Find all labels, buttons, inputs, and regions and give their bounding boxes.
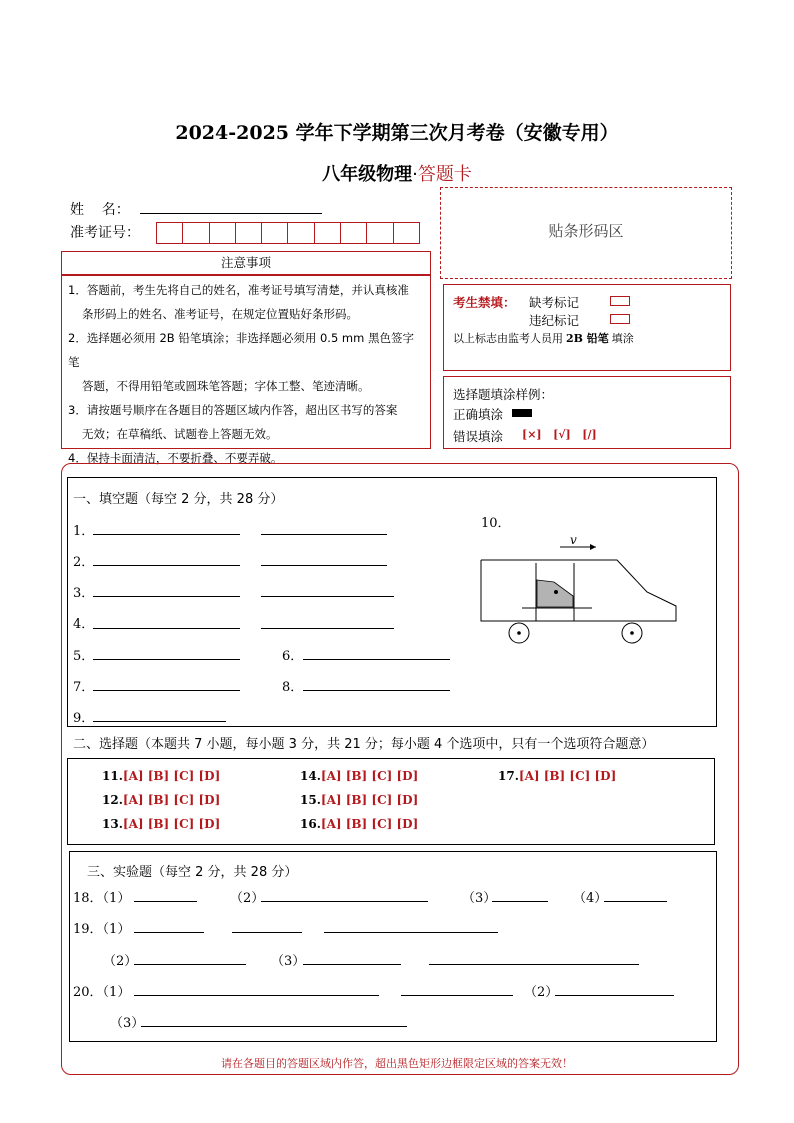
examiner-label: 考生禁填：	[453, 295, 516, 310]
sample-box	[443, 376, 731, 449]
examiner-note-bold: 2B 铅笔	[566, 332, 609, 345]
q12-number: 12.	[102, 793, 123, 807]
q4-blank-1[interactable]	[93, 628, 240, 629]
q11-number: 11.	[102, 769, 123, 783]
sample-title: 选择题填涂样例：	[453, 387, 554, 402]
q19-label: 19．（1）	[73, 922, 131, 937]
q19-blank-2[interactable]	[134, 964, 246, 965]
q20-blank-3[interactable]	[141, 1026, 407, 1027]
q19-blank-1c[interactable]	[324, 932, 498, 933]
q9-label: 9．	[73, 711, 95, 726]
q20-3-label: （3）	[110, 1016, 145, 1031]
q14-options[interactable]: [A] [B] [C] [D]	[320, 769, 419, 783]
q18-blank-4[interactable]	[604, 901, 667, 902]
q16-row[interactable]	[300, 817, 418, 831]
notice-box	[61, 275, 431, 465]
q18-blank-2[interactable]	[261, 901, 428, 902]
q18-3-label: （3）	[462, 891, 497, 906]
q18-4-label: （4）	[573, 891, 608, 906]
q19-2-label: （2）	[103, 954, 138, 969]
q6-blank[interactable]	[303, 659, 450, 660]
examiner-note-pre: 以上标志由监考人员用	[453, 332, 563, 345]
page-subtitle	[0, 160, 794, 186]
absent-checkbox[interactable]	[610, 296, 630, 306]
notice-item: 无效；在草稿纸、试题卷上答题无效。	[82, 427, 278, 441]
examiner-note-post: 填涂	[611, 332, 634, 345]
q12-options[interactable]: [A] [B] [C] [D]	[122, 793, 221, 807]
q7-label: 7．	[73, 680, 95, 695]
notice-item: 答题，不得用铅笔或圆珠笔答题；字体工整、笔迹清晰。	[82, 379, 370, 393]
q7-blank[interactable]	[93, 690, 240, 691]
q1-blank-1[interactable]	[93, 534, 240, 535]
correct-label: 正确填涂	[453, 407, 504, 422]
q10-label: 10．	[481, 516, 511, 531]
examiner-note	[453, 330, 634, 346]
q8-blank[interactable]	[303, 690, 450, 691]
q5-blank[interactable]	[93, 659, 240, 660]
violation-label: 违纪标记	[529, 313, 580, 328]
notice-item: 1．答题前，考生先将自己的姓名，准考证号填写清楚，并认真核准	[68, 283, 409, 297]
q15-row[interactable]	[300, 793, 418, 807]
q10-car-diagram[interactable]	[470, 530, 690, 650]
subject-label: 八年级物理	[322, 164, 413, 185]
name-field[interactable]	[140, 213, 322, 214]
exam-id-boxes[interactable]	[156, 222, 420, 244]
q2-blank-1[interactable]	[93, 565, 240, 566]
q19-blank-3a[interactable]	[303, 964, 401, 965]
examiner-box	[443, 284, 731, 371]
name-label: 姓 名：	[70, 202, 130, 218]
q3-blank-2[interactable]	[261, 596, 394, 597]
q9-blank[interactable]	[93, 721, 226, 722]
q17-options[interactable]: [A] [B] [C] [D]	[518, 769, 617, 783]
q2-blank-2[interactable]	[261, 565, 387, 566]
q16-options[interactable]: [A] [B] [C] [D]	[320, 817, 419, 831]
q5-label: 5．	[73, 649, 95, 664]
exam-id-label: 准考证号：	[70, 225, 140, 241]
barcode-area	[440, 187, 732, 279]
section2-title: 二、选择题（本题共 7 小题，每小题 3 分，共 21 分；每小题 4 个选项中，只有一个选项符合题意）	[73, 737, 655, 752]
q18-blank-1[interactable]	[134, 901, 197, 902]
notice-title: 注意事项	[220, 255, 271, 270]
q16-number: 16.	[300, 817, 321, 831]
wheel-front-hub	[630, 631, 634, 635]
q13-options[interactable]: [A] [B] [C] [D]	[122, 817, 221, 831]
car-body	[481, 560, 676, 621]
section3-title: 三、实验题（每空 2 分，共 28 分）	[87, 865, 298, 880]
q18-label: 18．（1）	[73, 891, 131, 906]
page-title: 2024-2025 学年下学期第三次月考卷（安徽专用）	[175, 122, 619, 144]
q4-blank-2[interactable]	[261, 628, 394, 629]
wheel-rear-hub	[517, 631, 521, 635]
velocity-label: v	[570, 533, 577, 547]
notice-item: 3．请按题号顺序在各题目的答题区域内作答，超出区书写的答案	[68, 403, 398, 417]
q3-label: 3．	[73, 586, 95, 601]
wrong-marks: [×] [√] [/]	[522, 428, 597, 441]
notice-item: 条形码上的姓名、准考证号，在规定位置贴好条形码。	[82, 307, 358, 321]
q1-blank-2[interactable]	[261, 534, 387, 535]
q3-blank-1[interactable]	[93, 596, 240, 597]
bubble	[554, 590, 558, 594]
q20-blank-1b[interactable]	[401, 995, 513, 996]
q1-label: 1．	[73, 524, 95, 539]
notice-header	[61, 251, 431, 275]
filled-mark-sample	[512, 409, 532, 417]
section1-title: 一、填空题（每空 2 分，共 28 分）	[73, 492, 284, 507]
q8-label: 8．	[282, 680, 304, 695]
q19-blank-1a[interactable]	[134, 932, 204, 933]
q2-label: 2．	[73, 555, 95, 570]
barcode-label: 贴条形码区	[548, 222, 624, 240]
q20-blank-2[interactable]	[555, 995, 674, 996]
q12-row[interactable]	[102, 793, 220, 807]
q15-options[interactable]: [A] [B] [C] [D]	[320, 793, 419, 807]
violation-checkbox[interactable]	[610, 314, 630, 324]
q18-2-label: （2）	[230, 891, 265, 906]
subtitle-dot: ·	[412, 164, 418, 185]
q6-label: 6．	[282, 649, 304, 664]
notice-item: 2．选择题必须用 2B 铅笔填涂；非选择题必须用 0.5 mm 黑色签字笔	[68, 331, 414, 369]
q18-blank-3[interactable]	[492, 901, 548, 902]
q14-row[interactable]	[300, 769, 418, 783]
q19-blank-1b[interactable]	[232, 932, 302, 933]
q11-row[interactable]	[102, 769, 220, 783]
q13-row[interactable]	[102, 817, 220, 831]
velocity-arrowhead	[590, 544, 596, 550]
q14-number: 14.	[300, 769, 321, 783]
q20-2-label: （2）	[524, 985, 559, 1000]
q15-number: 15.	[300, 793, 321, 807]
q20-blank-1a[interactable]	[134, 995, 379, 996]
absent-label: 缺考标记	[529, 295, 580, 310]
wrong-label: 错误填涂	[453, 429, 504, 444]
footer-warning: 请在各题目的答题区域内作答，超出黑色矩形边框限定区域的答案无效！	[221, 1057, 573, 1070]
notice-item: 4．保持卡面清洁，不要折叠、不要弄破。	[68, 451, 283, 465]
answer-card-label: 答题卡	[417, 164, 472, 185]
q4-label: 4．	[73, 617, 95, 632]
q11-options[interactable]: [A] [B] [C] [D]	[122, 769, 221, 783]
q17-row[interactable]	[498, 769, 616, 783]
q20-label: 20．（1）	[73, 985, 131, 1000]
q19-3-label: （3）	[271, 954, 306, 969]
q13-number: 13.	[102, 817, 123, 831]
q19-blank-3b[interactable]	[429, 964, 639, 965]
q17-number: 17.	[498, 769, 519, 783]
